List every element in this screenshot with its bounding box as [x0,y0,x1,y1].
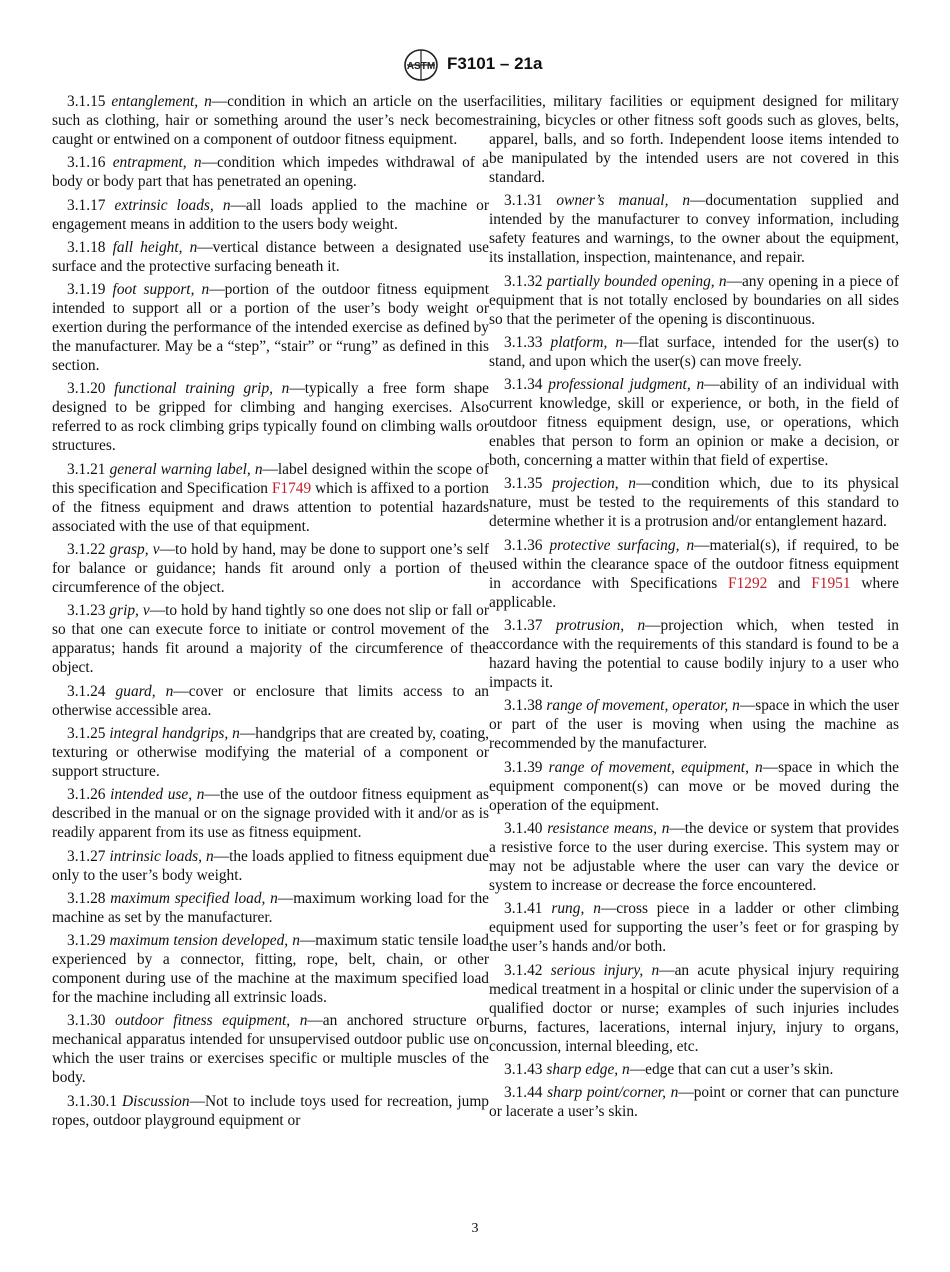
definition-3-1-23: 3.1.23 grip, v—to hold by hand tightly so one does not slip or fall or so that one can execute force to initiate or control movement of the apparatus; hands fit around a majority of the circumference of the object. [52,602,489,677]
definition-3-1-41: 3.1.41 rung, n—cross piece in a ladder or other climbing equipment used for supporting the user’s feet or for grasping by the user’s hands and/or both. [489,900,899,956]
definition-3-1-36: 3.1.36 protective surfacing, n—material(s), if required, to be used within the clearance space of the outdoor fitness equipment in accordance with Specifications F1292 and F1951 where applicable. [489,536,900,611]
definition-3-1-27: 3.1.27 intrinsic loads, n—the loads applied to fitness equipment due only to the user’s body weight. [52,847,489,884]
right-column [489,92,899,1125]
definition-3-1-34: 3.1.34 professional judgment, n—ability of an individual with current knowledge, skill or experience, or both, in the field of outdoor fitness equipment design, use, or operations, which enables that person to form an opinion or make a decision, or both, concerning a matter within that field of expertise. [489,376,899,470]
definition-3-1-42: 3.1.42 serious injury, n—an acute physical injury requiring medical treatment in a hospital or clinic under the supervision of a qualified doctor or nurse; examples of such injuries includes burns, factures, lacerations, internal injury, injury to organs, concussion, internal bleeding, etc. [489,961,899,1055]
definition-3-1-39: 3.1.39 range of movement, equipment, n—space in which the equipment component(s) can move or be moved during the operation of the equipment. [489,758,899,814]
definition-3-1-20: 3.1.20 functional training grip, n—typically a free form shape designed to be gripped for climbing and hanging exercises. Also referred to as rock climbing grips typically found on climbing walls or structures. [52,380,489,455]
reference-link-f1292[interactable]: F1292 [728,574,768,592]
definition-3-1-24: 3.1.24 guard, n—cover or enclosure that limits access to an otherwise accessible area. [52,682,489,719]
astm-logo-icon [401,48,441,82]
definition-3-1-44: 3.1.44 sharp point/corner, n—point or corner that can puncture or lacerate a user’s skin. [489,1084,899,1121]
reference-link-f1749[interactable]: F1749 [271,479,312,497]
page-header [0,44,950,84]
definition-3-1-38: 3.1.38 range of movement, operator, n—space in which the user or part of the user is moving when using the machine as recommended by the manufacturer. [489,697,899,753]
reference-link-f1951[interactable]: F1951 [811,574,851,592]
discussion-3-1-30-1: 3.1.30.1 Discussion—Not to include toys used for recreation, jump ropes, outdoor playground equipment or [52,1092,489,1129]
definition-3-1-35: 3.1.35 projection, n—condition which, due to its physical nature, must be tested to the requirements of this standard to determine whether it is a protrusion and/or entanglement hazard. [489,475,899,531]
definition-3-1-26: 3.1.26 intended use, n—the use of the outdoor fitness equipment as described in the manual or on the signage provided with it and/or as is readily apparent from its use as fitness equipment. [52,786,489,842]
definition-3-1-32: 3.1.32 partially bounded opening, n—any opening in a piece of equipment that is not totally enclosed by boundaries on all sides so that the perimeter of the opening is discontinuous. [489,272,899,328]
definition-3-1-28: 3.1.28 maximum specified load, n—maximum working load for the machine as set by the manufacturer. [52,889,489,926]
definition-3-1-43: 3.1.43 sharp edge, n—edge that can cut a user’s skin. [504,1060,834,1078]
definition-3-1-40: 3.1.40 resistance means, n—the device or system that provides a resistive force to the user during exercise. This system may or may not be adjustable where the user can vary the device or system to increase or decrease the force encountered. [489,819,900,894]
definition-3-1-22: 3.1.22 grasp, v—to hold by hand, may be done to support one’s self for balance or guidance; hands fit around only a portion of the circumference of the object. [52,541,489,597]
definition-3-1-17: 3.1.17 extrinsic loads, n—all loads applied to the machine or engagement means in addition to the users body weight. [52,196,490,233]
discussion-continuation: facilities, military facilities or equipment designed for military training, bicycles or other fitness soft goods such as gloves, belts, apparel, balls, and so forth. Independent loose items intended to be manipulated by the intended users are not covered in this standard. [489,93,899,186]
definition-3-1-30: 3.1.30 outdoor fitness equipment, n—an anchored structure or mechanical apparatus intended for unsupervised outdoor public use on which the user trains or exercises specific or multiple muscles of the body. [52,1012,489,1087]
definition-3-1-29: 3.1.29 maximum tension developed, n—maximum static tensile load experienced by a connector, fitting, rope, belt, chain, or other component during use of the machine at the maximum specified load for the machine including all extrinsic loads. [52,932,489,1007]
left-column [52,92,489,1134]
document-designation: F3101 – 21a [447,54,543,73]
page-number: 3 [471,1221,479,1236]
definition-3-1-19: 3.1.19 foot support, n—portion of the outdoor fitness equipment intended to support all or a portion of the user’s body weight or exertion during the performance of the intended exercise as defined by the manufacturer. May be a “step”, “stair” or “rung” as defined in this section. [52,281,489,375]
definition-3-1-25: 3.1.25 integral handgrips, n—handgrips that are created by, coating, texturing or otherwise modifying the material of a component or support structure. [52,724,490,780]
definition-3-1-16: 3.1.16 entrapment, n—condition which impedes withdrawal of a body or body part that has penetrated an opening. [52,154,489,191]
definition-3-1-33: 3.1.33 platform, n—flat surface, intended for the user(s) to stand, and upon which the user(s) can move freely. [489,333,900,370]
definition-3-1-37: 3.1.37 protrusion, n—projection which, when tested in accordance with the requirements of this standard is found to be a hazard having the potential to cause bodily injury to a user who impacts it. [489,617,899,692]
definition-3-1-15: 3.1.15 entanglement, n—condition in which an article on the user such as clothing, hair or something around the user’s neck becomes caught or entwined on a component of outdoor fitness equipment. [52,93,489,148]
logo-text: ASTM [406,61,436,72]
definition-3-1-18: 3.1.18 fall height, n—vertical distance between a designated use surface and the protective surfacing beneath it. [52,238,489,275]
definition-3-1-21: 3.1.21 general warning label, n—label designed within the scope of this specification and Specification F1749 which is affixed to a portion of the fitness equipment and draws attention to potential hazards associated with the use of that equipment. [52,460,489,535]
definition-3-1-31: 3.1.31 owner’s manual, n—documentation supplied and intended by the manufacturer to convey information, including safety features and warnings, to the owner about the equipment, its installation, inspection, maintenance, and repair. [489,192,899,267]
